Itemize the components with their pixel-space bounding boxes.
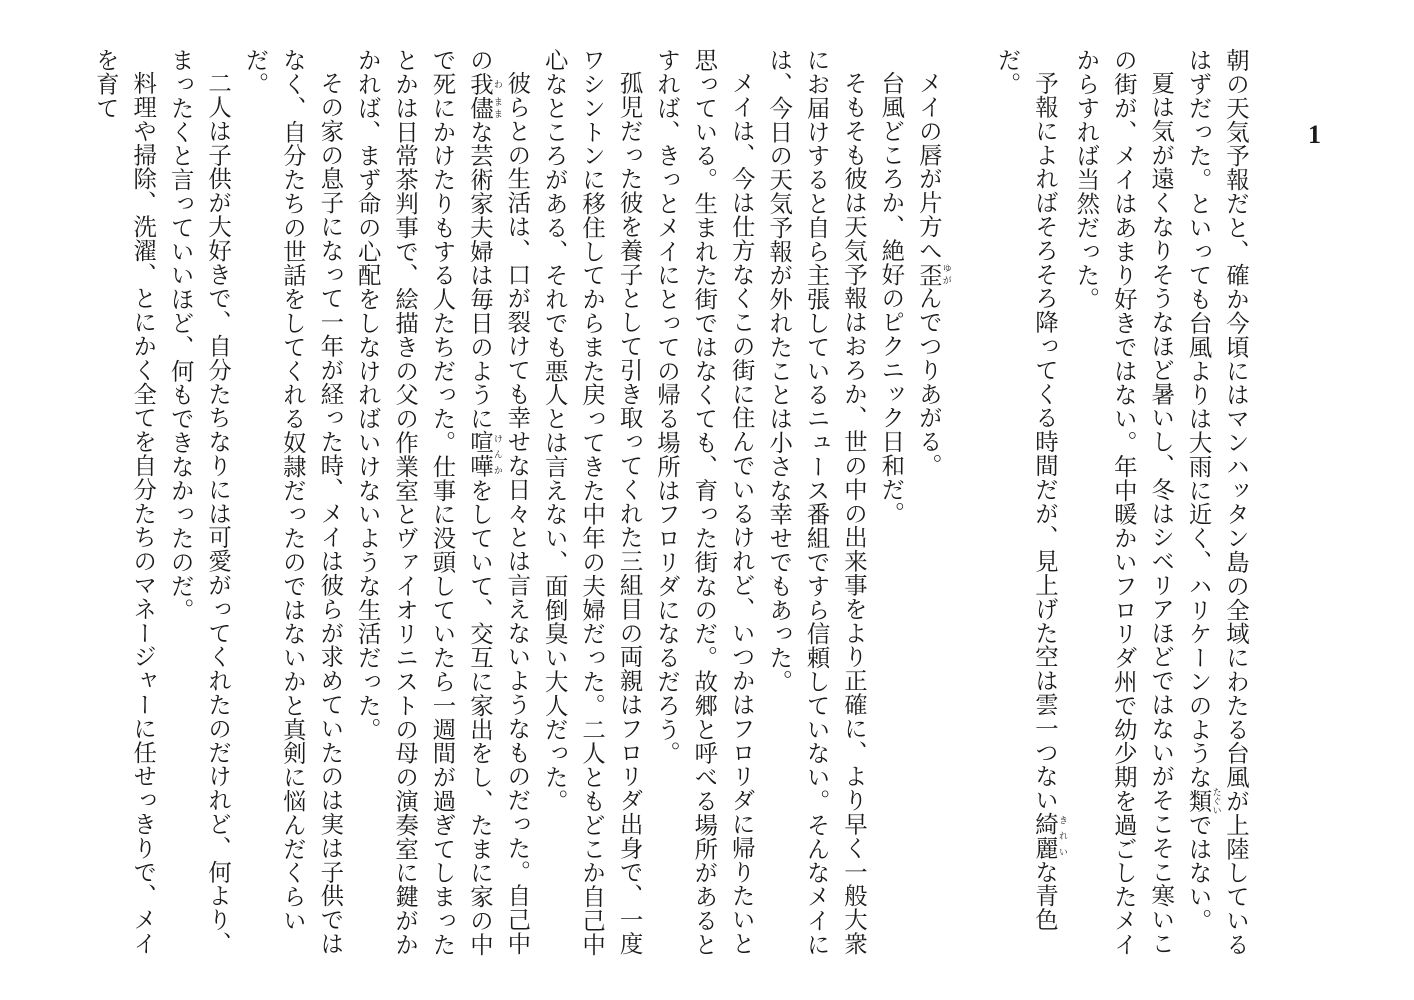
ruby-word	[465, 71, 502, 96]
text-run: 予報によればそろそろ降ってくる時間だが、見上げた空は雲一つない	[1030, 71, 1059, 813]
ruby-base: 綺麗	[1030, 812, 1059, 861]
text-run: 二人は子供が大好きで、自分たちなりには可愛がってくれたのだけれど、何より、まったくと言っていいほど、何もできなかったのだ。	[166, 48, 233, 956]
ruby-word	[465, 430, 502, 479]
text-run: な青色だ。	[993, 48, 1059, 932]
text-run: ではない。	[1184, 812, 1213, 933]
ruby-base: 我	[465, 71, 494, 96]
text-run: そもそも彼は天気予報はおろか、世の中の出来事をより正確に、より早く一般大衆にお届けすると自ら主張しているニュース番組ですら信頼していない。そんなメイには、今日の天気予報が外れたことは小さな幸せでもあった。	[765, 48, 868, 957]
text-run: んでつりあがる。	[914, 286, 943, 478]
text-run: その家の息子になって一年が経った時、メイは彼らが求めていたのは実は子供ではなく、自分たちの世話をしてくれる奴隷だったのではないかと真剣に悩んだくらいだ。	[241, 48, 345, 956]
ruby-base: 儘	[465, 95, 494, 120]
text-run: をしていて、交互に家出をし、たまに家の中で死にかけたりもする人たちだった。仕事に没頭していたら一週間が過ぎてしまったとかは日常茶判事で、絵描きの父の作業室とヴァイオリニストの母の演奏室に鍵がかかれば、まず命の心配をしなければいけないような生活だった。	[353, 48, 494, 957]
text-run: 孤児だった彼を養子として引き取ってくれた三組目の両親はフロリダ出身で、一度ワシントンに移住してからまた戻ってきた中年の夫婦だった。二人ともどこか自己中心なところがある、それでも悪人とは言えない、面倒臭い大人だった。	[540, 48, 644, 957]
paragraph	[872, 48, 909, 976]
text-run: な芸術家夫婦は毎日のように	[465, 119, 494, 431]
paragraph	[909, 48, 950, 976]
paragraph	[348, 48, 535, 976]
ruby-reading: ゆが	[940, 262, 951, 287]
paragraph	[1179, 48, 1254, 976]
ruby-reading: わ	[491, 71, 502, 96]
paragraph	[86, 48, 161, 976]
text-run: 朝の天気予報だと、確か今頃にはマンハッタン島の全域にわたる台風が上陸しているはずだった。といっても台風よりは大雨に近く、ハリケーンのような	[1184, 48, 1250, 957]
paragraph	[648, 48, 760, 976]
paragraph	[236, 48, 348, 976]
ruby-word	[1184, 787, 1221, 815]
ruby-reading: たぐい	[1210, 787, 1221, 815]
body-text	[86, 48, 1254, 976]
ruby-reading: まま	[491, 95, 502, 120]
ruby-base: 歪	[914, 262, 943, 287]
paragraph	[535, 48, 647, 976]
ruby-word	[1030, 812, 1067, 861]
paragraph	[988, 48, 1067, 976]
paragraph	[760, 48, 872, 976]
ruby-word	[914, 262, 951, 287]
ruby-base: 類	[1184, 787, 1213, 815]
ruby-word	[465, 95, 502, 120]
ruby-base: 喧嘩	[465, 430, 494, 479]
text-run: メイの唇が片方へ	[914, 71, 943, 263]
text-run: 夏は気が遠くなりそうなほど暑いし、冬はシベリアほどではないがそこそこ寒いこの街が、メイはあまり好きではない。年中暖かいフロリダ州で幼少期を過ごしたメイからすれば当然だった。	[1072, 48, 1176, 957]
text-run: 台風どころか、絶好のピクニック日和だ。	[877, 71, 906, 526]
text-run: メイは、今は仕方なくこの街に住んでいるけれど、いつかはフロリダに帰りたいと思っている。生まれた街ではなくても、育った街なのだ。故郷と呼べる場所があるとすれば、きっとメイにとっての帰る場所はフロリダになるだろう。	[652, 48, 756, 957]
text-run: 彼らとの生活は、口が裂けても幸せな日々とは言えないようなものだった。自己中の	[465, 48, 532, 956]
paragraph	[161, 48, 236, 976]
page-number: 1	[1308, 120, 1321, 149]
ruby-reading: けんか	[491, 430, 502, 479]
ruby-reading: きれい	[1056, 812, 1067, 861]
text-run: 料理や掃除、洗濯、とにかく全てを自分たちのマネージャーに任せっきりで、メイを育て	[91, 48, 158, 956]
paragraph	[1067, 48, 1179, 976]
